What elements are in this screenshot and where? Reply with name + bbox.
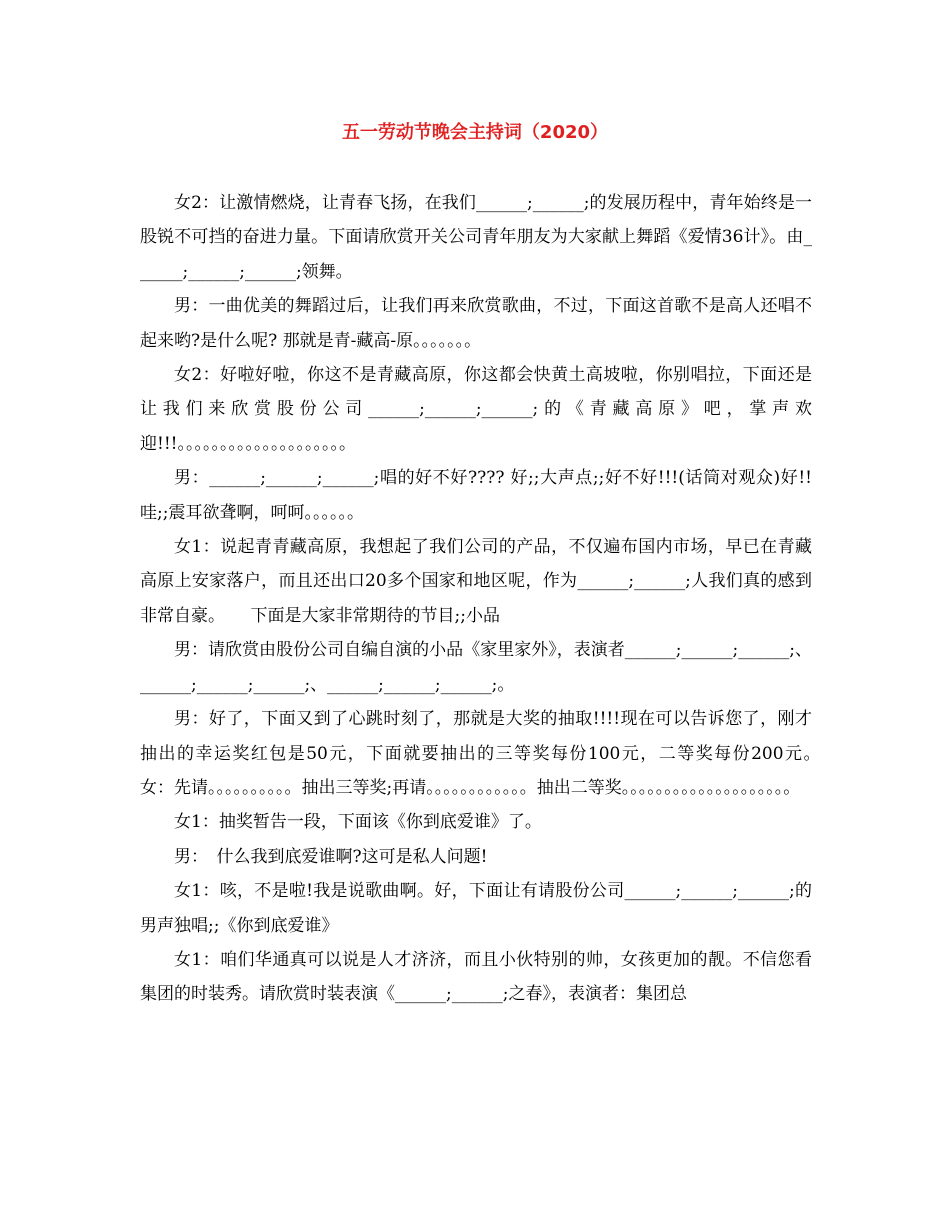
- paragraph: 女1：抽奖暂告一段，下面该《你到底爱谁》了。: [174, 812, 542, 833]
- paragraph: 男：______;______;______;唱的好不好???? 好;;大声点;;好不好!!!(话筒对观众)好!!哇;;震耳欲聋啊，呵呵。。。。。。: [140, 468, 812, 523]
- paragraph: 男： 什么我到底爱谁啊?这可是私人问题!: [174, 846, 488, 867]
- paragraph: 男：好了，下面又到了心跳时刻了，那就是大奖的抽取!!!!现在可以告诉您了，刚才抽出的幸运奖红包是50元，下面就要抽出的三等奖每份100元，二等奖每份200元。 女：先请。。。。。。。。。。抽出三等奖;再请。。。。。。。。。。。。抽出二等奖。。。。。。。。。。。。。。。。。。。。: [140, 709, 829, 798]
- paragraph: 女2：好啦好啦，你这不是青藏高原，你这都会快黄土高坡啦，你别唱拉，下面还是让我们来欣赏股份公司______;______;______;的《青藏高原》吧，掌声欢迎!!!。。。。。。。。。。。。。。。。。。。。: [140, 365, 812, 454]
- document-body: [140, 186, 829, 1012]
- paragraph: 女2：让激情燃烧，让青春飞扬，在我们______;______;的发展历程中，青年始终是一股锐不可挡的奋进力量。下面请欣赏开关公司青年朋友为大家献上舞蹈《爱情36计》。由______;______;______;领舞。: [140, 193, 812, 282]
- paragraph: 男：一曲优美的舞蹈过后，让我们再来欣赏歌曲，不过，下面这首歌不是高人还唱不起来哟?是什么呢? 那就是青-藏高-原。。。。。。。: [140, 296, 812, 351]
- paragraph: 女1：咱们华通真可以说是人才济济，而且小伙特别的帅，女孩更加的靓。不信您看集团的时装秀。请欣赏时装表演《______;______;之春》，表演者：集团总: [140, 949, 812, 1005]
- paragraph: 男：请欣赏由股份公司自编自演的小品《家里家外》，表演者______;______;______;、______;______;______;、______;______;______;。: [140, 640, 812, 695]
- paragraph: 女1：说起青青藏高原，我想起了我们公司的产品，不仅遍布国内市场，早已在青藏高原上安家落户，而且还出口20多个国家和地区呢，作为______;______;人我们真的感到非常自豪。 下面是大家非常期待的节目;;小品: [140, 537, 812, 626]
- document-title: 五一劳动节晚会主持词（2020）: [341, 122, 609, 143]
- paragraph: 女1：咳，不是啦!我是说歌曲啊。好，下面让有请股份公司______;______;______;的男声独唱;;《你到底爱谁》: [140, 881, 812, 936]
